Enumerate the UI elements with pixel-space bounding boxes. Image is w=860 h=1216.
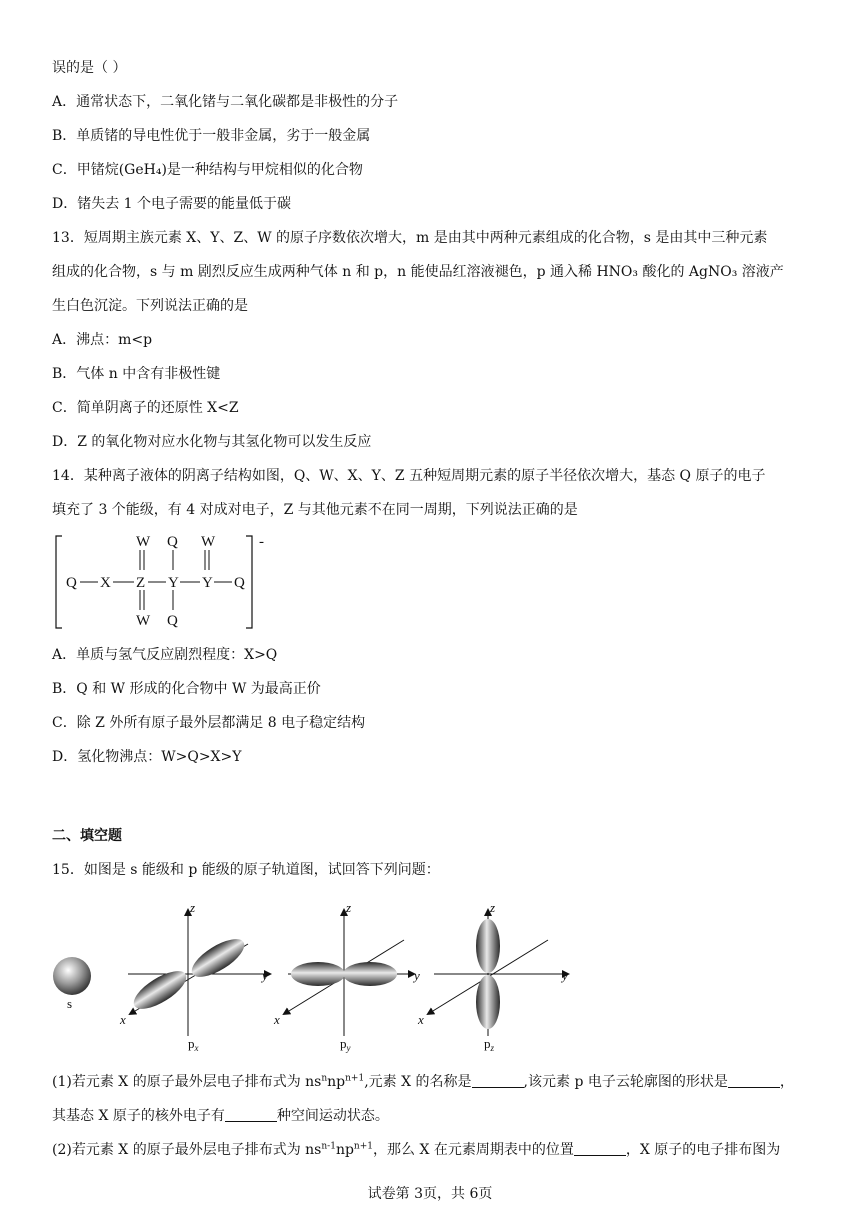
atom-q-bottom-y1: Q bbox=[167, 613, 178, 629]
px-orbital bbox=[119, 900, 270, 1053]
q12-stem-tail: 误的是（ ） bbox=[52, 60, 127, 76]
q13-option-a: A．沸点：m<p bbox=[52, 332, 153, 348]
py-y-label: y bbox=[414, 968, 420, 983]
px-z-label: z bbox=[190, 900, 196, 915]
left-bracket bbox=[56, 536, 62, 628]
q13-stem-line3: 生白色沉淀。下列说法正确的是 bbox=[52, 298, 248, 314]
atom-q-left: Q bbox=[66, 575, 77, 591]
q14-stem-line2: 填充了 3 个能级，有 4 对成对电子，Z 与其他元素不在同一周期，下列说法正确的是 bbox=[52, 502, 578, 518]
q15-sub1-line2: 其基态 X 原子的核外电子有 种空间运动状态。 bbox=[52, 1108, 389, 1124]
atom-x: X bbox=[100, 575, 111, 591]
atom-q-top-y1: Q bbox=[167, 534, 178, 550]
s-orbital-sphere bbox=[53, 957, 91, 995]
q12-option-b: B．单质锗的导电性优于一般非金属，劣于一般金属 bbox=[52, 128, 371, 144]
q14-option-d: D．氢化物沸点：W>Q>X>Y bbox=[52, 749, 242, 765]
q12-option-a: A．通常状态下，二氧化锗与二氧化碳都是非极性的分子 bbox=[52, 94, 399, 110]
answer-blank-2[interactable] bbox=[728, 1073, 780, 1088]
px-label: $p_x$ bbox=[188, 1036, 199, 1053]
atom-y1: Y bbox=[168, 575, 179, 591]
q14-stem-line1: 14．某种离子液体的阴离子结构如图，Q、W、X、Y、Z 五种短周期元素的原子半径依次增大，基态 Q 原子的电子 bbox=[52, 468, 766, 484]
q12-option-c: C．甲锗烷(GeH₄)是一种结构与甲烷相似的化合物 bbox=[52, 162, 363, 178]
q14-option-b: B．Q 和 W 形成的化合物中 W 为最高正价 bbox=[52, 681, 321, 697]
q15-sub2-line1: (2)若元素 X 的原子最外层电子排布式为 $ns^{n-1}np^{n+1}$，那么 X 在元素周期表中的位置 ，X 原子的电子排布图为 bbox=[52, 1141, 781, 1158]
atom-w-top-y2: W bbox=[201, 534, 216, 550]
atom-w-top-z: W bbox=[136, 534, 151, 550]
py-label: $p_y$ bbox=[340, 1036, 351, 1053]
atom-z: Z bbox=[136, 575, 146, 591]
answer-blank-3[interactable] bbox=[225, 1107, 277, 1122]
right-bracket bbox=[246, 536, 252, 628]
section-title: 二、填空题 bbox=[52, 828, 122, 844]
q13-option-c: C．简单阴离子的还原性 X<Z bbox=[52, 400, 239, 416]
atom-w-bottom-z: W bbox=[136, 613, 151, 629]
pz-y-label: y bbox=[562, 968, 568, 983]
q15-sub1-line1: (1)若元素 X 的原子最外层电子排布式为 $ns^nnp^{n+1}$,元素 X 的名称是 ,该元素 p 电子云轮廓图的形状是 ， bbox=[52, 1073, 794, 1090]
orbital-diagram bbox=[48, 896, 588, 1058]
q14-option-a: A．单质与氢气反应剧烈程度：X>Q bbox=[52, 647, 278, 663]
py-x-label: x bbox=[274, 1012, 280, 1027]
answer-blank-4[interactable] bbox=[574, 1141, 626, 1156]
px-x-label: x bbox=[120, 1012, 126, 1027]
px-y-label: y bbox=[262, 968, 268, 983]
q12-option-d: D．锗失去 1 个电子需要的能量低于碳 bbox=[52, 196, 292, 212]
charge-sign: - bbox=[259, 534, 264, 550]
q15-stem: 15．如图是 s 能级和 p 能级的原子轨道图，试回答下列问题： bbox=[52, 862, 440, 878]
pz-z-label: z bbox=[490, 900, 496, 915]
atom-q-right: Q bbox=[234, 575, 245, 591]
anion-structure-diagram bbox=[50, 530, 290, 634]
atom-y2: Y bbox=[202, 575, 213, 591]
q13-option-b: B．气体 n 中含有非极性键 bbox=[52, 366, 221, 382]
q13-stem-line1: 13．短周期主族元素 X、Y、Z、W 的原子序数依次增大，m 是由其中两种元素组成的化合物，s 是由其中三种元素 bbox=[52, 230, 768, 246]
pz-label: $p_z$ bbox=[484, 1036, 495, 1053]
q13-option-d: D．Z 的氧化物对应水化物与其氢化物可以发生反应 bbox=[52, 434, 372, 450]
py-z-label: z bbox=[346, 900, 352, 915]
s-label: s bbox=[67, 996, 73, 1011]
page-footer: 试卷第 3页，共 6页 bbox=[367, 1186, 493, 1202]
py-orbital bbox=[273, 900, 420, 1053]
pz-x-label: x bbox=[418, 1012, 424, 1027]
q13-stem-line2: 组成的化合物，s 与 m 剧烈反应生成两种气体 n 和 p，n 能使品红溶液褪色，p 通入稀 HNO₃ 酸化的 AgNO₃ 溶液产 bbox=[52, 264, 784, 280]
pz-orbital bbox=[417, 900, 568, 1053]
q14-option-c: C．除 Z 外所有原子最外层都满足 8 电子稳定结构 bbox=[52, 715, 366, 731]
answer-blank-1[interactable] bbox=[472, 1073, 524, 1088]
